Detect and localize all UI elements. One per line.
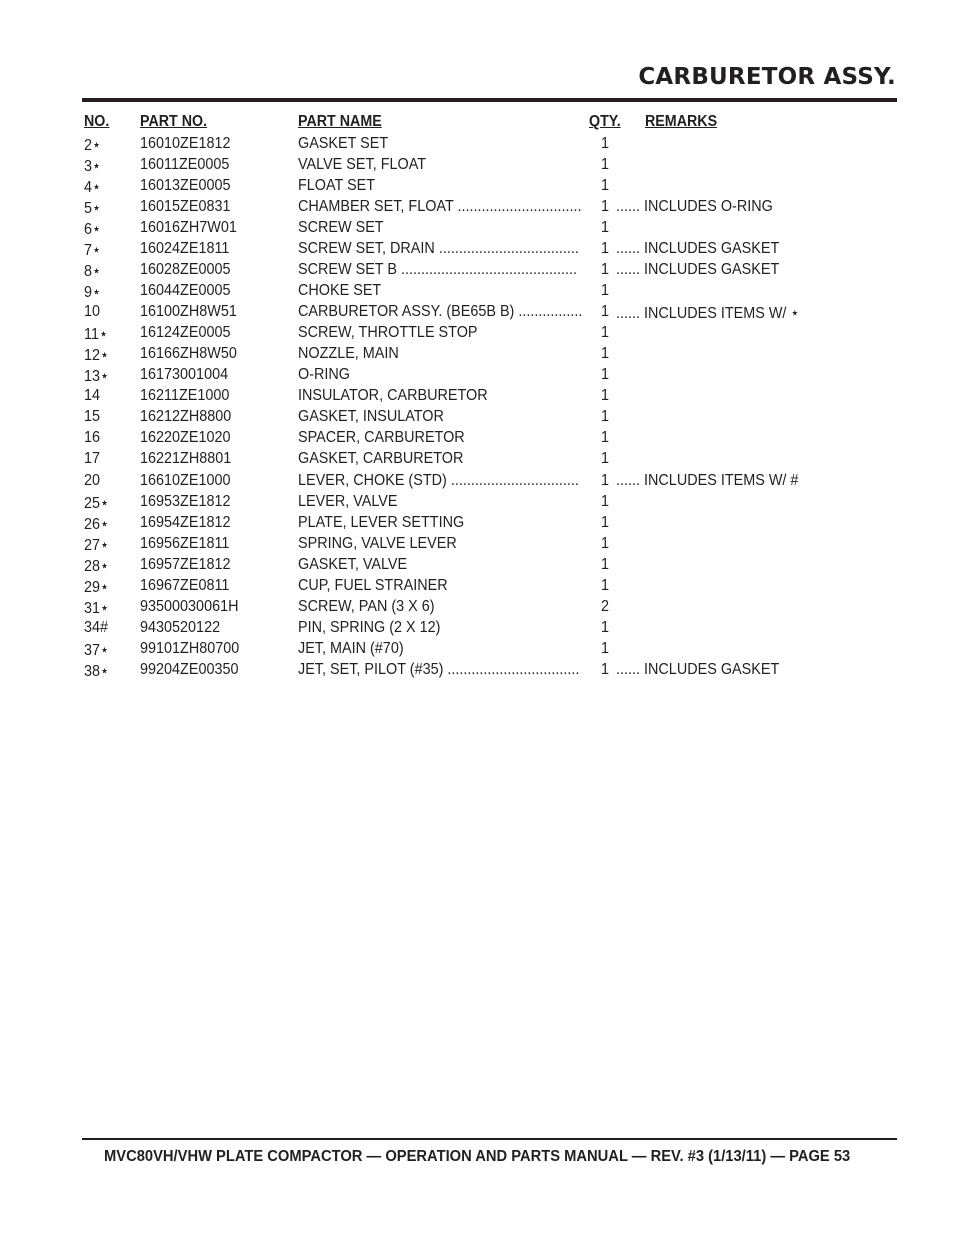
table-row xyxy=(0,196,954,217)
quantity: 1 xyxy=(601,450,610,468)
table-row xyxy=(0,427,954,448)
quantity: 2 xyxy=(601,597,610,615)
part-name: JET, MAIN (#70) xyxy=(298,639,404,657)
part-number: 16015ZE0831 xyxy=(140,198,231,216)
page-footer: MVC80VH/VHW PLATE COMPACTOR — OPERATION AND PARTS MANUAL — REV. #3 (1/13/11) — PAGE 53 xyxy=(104,1148,851,1165)
item-number: 25⋆ xyxy=(84,494,110,512)
item-number: 27⋆ xyxy=(84,536,110,554)
parts-table xyxy=(0,133,954,680)
quantity: 1 xyxy=(601,303,610,321)
quantity: 1 xyxy=(601,534,610,552)
part-name: LEVER, VALVE xyxy=(298,492,398,510)
item-number: 28⋆ xyxy=(84,557,110,575)
remarks: ...... INCLUDES GASKET xyxy=(616,240,780,258)
part-name: SCREW SET B ............................................ xyxy=(298,261,577,279)
table-row xyxy=(0,554,954,575)
title-rule xyxy=(82,98,897,102)
part-number: 16956ZE1811 xyxy=(140,534,230,552)
part-number: 99101ZH80700 xyxy=(140,639,240,657)
part-name: SCREW, THROTTLE STOP xyxy=(298,324,478,342)
part-name: CARBURETOR ASSY. (BE65B B) ................ xyxy=(298,303,583,321)
table-row xyxy=(0,259,954,280)
quantity: 1 xyxy=(601,135,610,152)
header-qty: QTY. xyxy=(589,113,621,130)
header-part-no: PART NO. xyxy=(140,113,208,130)
item-number: 7⋆ xyxy=(84,242,102,260)
remarks: ...... INCLUDES GASKET xyxy=(616,261,780,279)
part-name: CHAMBER SET, FLOAT ............................... xyxy=(298,198,582,216)
part-name: SPRING, VALVE LEVER xyxy=(298,534,457,552)
part-name: GASKET, INSULATOR xyxy=(298,408,444,426)
table-row xyxy=(0,385,954,406)
table-row xyxy=(0,217,954,238)
header-part-name: PART NAME xyxy=(298,113,382,130)
item-number: 34# xyxy=(84,618,109,636)
quantity: 1 xyxy=(601,639,610,657)
part-number: 16011ZE0005 xyxy=(140,156,230,174)
part-number: 16220ZE1020 xyxy=(140,429,231,447)
remarks: ...... INCLUDES ITEMS W/ ⋆ xyxy=(616,305,800,323)
table-row xyxy=(0,533,954,554)
part-name: CHOKE SET xyxy=(298,282,382,300)
part-name: GASKET SET xyxy=(298,135,389,152)
table-row xyxy=(0,175,954,196)
table-row xyxy=(0,617,954,638)
quantity: 1 xyxy=(601,408,610,426)
quantity: 1 xyxy=(601,198,610,216)
table-row xyxy=(0,575,954,596)
part-number: 16044ZE0005 xyxy=(140,282,231,300)
part-number: 16954ZE1812 xyxy=(140,513,231,531)
part-name: GASKET, VALVE xyxy=(298,555,408,573)
quantity: 1 xyxy=(601,660,610,678)
quantity: 1 xyxy=(601,261,610,279)
quantity: 1 xyxy=(601,492,610,510)
table-row xyxy=(0,596,954,617)
part-name: INSULATOR, CARBURETOR xyxy=(298,387,488,405)
quantity: 1 xyxy=(601,240,610,258)
item-number: 31⋆ xyxy=(84,599,110,617)
part-number: 16173001004 xyxy=(140,366,229,384)
item-number: 4⋆ xyxy=(84,179,102,197)
quantity: 1 xyxy=(601,471,610,489)
part-name: NOZZLE, MAIN xyxy=(298,345,399,363)
item-number: 3⋆ xyxy=(84,158,102,176)
part-number: 16967ZE0811 xyxy=(140,576,230,594)
part-number: 16016ZH7W01 xyxy=(140,219,237,237)
item-number: 29⋆ xyxy=(84,578,110,596)
part-number: 16610ZE1000 xyxy=(140,471,231,489)
part-name: PIN, SPRING (2 X 12) xyxy=(298,618,441,636)
footer-rule xyxy=(82,1138,897,1140)
part-number: 99204ZE00350 xyxy=(140,660,239,678)
part-number: 16957ZE1812 xyxy=(140,555,231,573)
quantity: 1 xyxy=(601,345,610,363)
part-number: 16024ZE1811 xyxy=(140,240,230,258)
quantity: 1 xyxy=(601,387,610,405)
item-number: 37⋆ xyxy=(84,641,110,659)
part-name: FLOAT SET xyxy=(298,177,376,195)
item-number: 11⋆ xyxy=(84,326,108,344)
part-name: JET, SET, PILOT (#35) ................................. xyxy=(298,660,580,678)
part-number: 16028ZE0005 xyxy=(140,261,231,279)
part-name: CUP, FUEL STRAINER xyxy=(298,576,448,594)
part-name: O-RING xyxy=(298,366,351,384)
part-number: 9430520122 xyxy=(140,618,221,636)
table-row xyxy=(0,322,954,343)
part-name: PLATE, LEVER SETTING xyxy=(298,513,465,531)
table-row xyxy=(0,280,954,301)
table-row xyxy=(0,448,954,469)
table-row xyxy=(0,364,954,385)
quantity: 1 xyxy=(601,513,610,531)
table-row xyxy=(0,343,954,364)
part-number: 16953ZE1812 xyxy=(140,492,231,510)
table-row xyxy=(0,491,954,512)
part-name: VALVE SET, FLOAT xyxy=(298,156,427,174)
quantity: 1 xyxy=(601,618,610,636)
quantity: 1 xyxy=(601,177,610,195)
remarks: ...... INCLUDES O-RING xyxy=(616,198,773,216)
item-number: 15 xyxy=(84,408,101,426)
part-number: 16010ZE1812 xyxy=(140,135,231,152)
quantity: 1 xyxy=(601,576,610,594)
part-number: 93500030061H xyxy=(140,597,239,615)
item-number: 16 xyxy=(84,429,101,447)
item-number: 6⋆ xyxy=(84,221,102,239)
item-number: 5⋆ xyxy=(84,200,102,218)
table-row xyxy=(0,301,954,322)
item-number: 17 xyxy=(84,450,101,468)
quantity: 1 xyxy=(601,555,610,573)
header-remarks: REMARKS xyxy=(645,113,718,130)
part-name: SPACER, CARBURETOR xyxy=(298,429,465,447)
quantity: 1 xyxy=(601,324,610,342)
table-row xyxy=(0,133,954,154)
part-name: LEVER, CHOKE (STD) ................................ xyxy=(298,471,579,489)
item-number: 38⋆ xyxy=(84,662,110,680)
item-number: 14 xyxy=(84,387,101,405)
quantity: 1 xyxy=(601,156,610,174)
table-row xyxy=(0,512,954,533)
remarks: ...... INCLUDES GASKET xyxy=(616,660,780,678)
table-row xyxy=(0,238,954,259)
part-name: SCREW SET, DRAIN ................................... xyxy=(298,240,579,258)
part-number: 16221ZH8801 xyxy=(140,450,232,468)
item-number: 9⋆ xyxy=(84,284,102,302)
item-number: 10 xyxy=(84,303,101,321)
table-row xyxy=(0,659,954,680)
quantity: 1 xyxy=(601,282,610,300)
part-number: 16212ZH8800 xyxy=(140,408,232,426)
item-number: 12⋆ xyxy=(84,347,110,365)
page-title: CARBURETOR ASSY. xyxy=(638,64,896,90)
table-row xyxy=(0,638,954,659)
header-no: NO. xyxy=(84,113,110,130)
part-name: SCREW SET xyxy=(298,219,384,237)
quantity: 1 xyxy=(601,219,610,237)
table-row xyxy=(0,154,954,175)
item-number: 26⋆ xyxy=(84,515,110,533)
part-number: 16124ZE0005 xyxy=(140,324,231,342)
item-number: 8⋆ xyxy=(84,263,102,281)
quantity: 1 xyxy=(601,429,610,447)
table-row xyxy=(0,406,954,427)
item-number: 2⋆ xyxy=(84,137,102,154)
part-name: GASKET, CARBURETOR xyxy=(298,450,464,468)
part-number: 16166ZH8W50 xyxy=(140,345,237,363)
item-number: 13⋆ xyxy=(84,368,110,386)
part-number: 16013ZE0005 xyxy=(140,177,231,195)
part-number: 16100ZH8W51 xyxy=(140,303,237,321)
part-number: 16211ZE1000 xyxy=(140,387,230,405)
quantity: 1 xyxy=(601,366,610,384)
part-name: SCREW, PAN (3 X 6) xyxy=(298,597,435,615)
remarks: ...... INCLUDES ITEMS W/ # xyxy=(616,471,799,489)
item-number: 20 xyxy=(84,471,101,489)
table-row xyxy=(0,470,954,491)
